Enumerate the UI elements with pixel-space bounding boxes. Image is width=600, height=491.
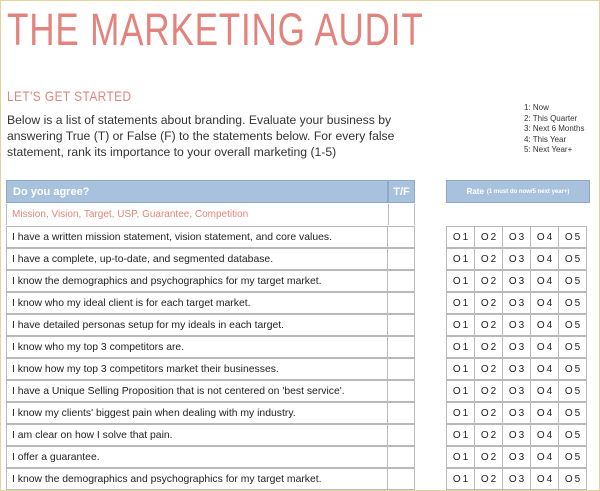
rating-option-4[interactable] xyxy=(530,336,559,358)
radio-circle-icon: O xyxy=(536,231,545,243)
table-row xyxy=(6,468,415,490)
rating-option-label: 1 xyxy=(462,385,469,397)
rating-option-label: 1 xyxy=(462,297,469,309)
rating-option-label: 3 xyxy=(518,231,525,243)
rating-option-3[interactable] xyxy=(502,248,531,270)
statement-text: I offer a guarantee. xyxy=(6,446,388,468)
rating-legend xyxy=(524,103,584,156)
radio-circle-icon: O xyxy=(508,231,517,243)
radio-circle-icon: O xyxy=(452,297,461,309)
radio-circle-icon: O xyxy=(536,275,545,287)
radio-circle-icon: O xyxy=(536,363,545,375)
rating-option-2[interactable] xyxy=(474,402,503,424)
rating-option-3[interactable] xyxy=(502,380,531,402)
rating-option-label: 5 xyxy=(574,341,581,353)
tf-answer-cell[interactable] xyxy=(388,402,415,424)
tf-answer-cell[interactable] xyxy=(388,336,415,358)
tf-answer-cell[interactable] xyxy=(388,248,415,270)
rating-option-1[interactable] xyxy=(446,468,475,490)
rating-option-label: 2 xyxy=(490,473,497,485)
radio-circle-icon: O xyxy=(508,363,517,375)
header-agree: Do you agree? xyxy=(6,180,388,203)
tf-answer-cell[interactable] xyxy=(388,226,415,248)
radio-circle-icon: O xyxy=(536,319,545,331)
rating-option-1[interactable] xyxy=(446,336,475,358)
tf-answer-cell[interactable] xyxy=(388,314,415,336)
radio-circle-icon: O xyxy=(452,319,461,331)
header-rate-note: (1 must do now/5 next year+) xyxy=(486,188,570,195)
table-row xyxy=(6,226,415,248)
radio-circle-icon: O xyxy=(480,253,489,265)
rating-option-label: 1 xyxy=(462,231,469,243)
radio-circle-icon: O xyxy=(536,407,545,419)
tf-answer-cell[interactable] xyxy=(388,446,415,468)
rating-option-label: 5 xyxy=(574,385,581,397)
rating-option-label: 3 xyxy=(518,385,525,397)
rating-option-label: 3 xyxy=(518,341,525,353)
rating-option-label: 2 xyxy=(490,407,497,419)
rating-option-label: 5 xyxy=(574,407,581,419)
rating-option-2[interactable] xyxy=(474,226,503,248)
rating-option-label: 3 xyxy=(518,407,525,419)
rating-option-3[interactable] xyxy=(502,292,531,314)
rating-option-4[interactable] xyxy=(530,358,559,380)
rating-option-5[interactable] xyxy=(558,424,587,446)
rating-option-label: 5 xyxy=(574,363,581,375)
rating-group xyxy=(446,292,590,314)
header-tf: T/F xyxy=(388,180,415,203)
radio-circle-icon: O xyxy=(536,473,545,485)
rating-option-5[interactable] xyxy=(558,248,587,270)
rating-option-4[interactable] xyxy=(530,314,559,336)
radio-circle-icon: O xyxy=(564,473,573,485)
radio-circle-icon: O xyxy=(536,429,545,441)
rating-option-3[interactable] xyxy=(502,226,531,248)
intro-paragraph: Below is a list of statements about branding. Evaluate your business by answering True (T) or False (F) to the statements below. For every false statement, rank its importance to your overall marketing (1-5) xyxy=(7,113,395,159)
radio-circle-icon: O xyxy=(564,253,573,265)
rating-option-5[interactable] xyxy=(558,446,587,468)
rating-option-label: 1 xyxy=(462,253,469,265)
table-row xyxy=(6,336,415,358)
legend-item: 3: Next 6 Months xyxy=(524,124,585,134)
rating-option-1[interactable] xyxy=(446,248,475,270)
radio-circle-icon: O xyxy=(508,429,517,441)
table-row xyxy=(6,358,415,380)
radio-circle-icon: O xyxy=(480,363,489,375)
rating-group xyxy=(446,336,590,358)
radio-circle-icon: O xyxy=(508,451,517,463)
rating-option-label: 4 xyxy=(546,363,553,375)
legend-item: 1: Now xyxy=(524,103,549,112)
statement-text: I know how my top 3 competitors market their businesses. xyxy=(6,358,388,380)
radio-circle-icon: O xyxy=(564,385,573,397)
statement-text: I know who my ideal client is for each target market. xyxy=(6,292,388,314)
rating-option-2[interactable] xyxy=(474,380,503,402)
rating-group xyxy=(446,424,590,446)
rating-option-label: 5 xyxy=(574,275,581,287)
rating-option-1[interactable] xyxy=(446,380,475,402)
statement-text: I know the demographics and psychographics for my target market. xyxy=(6,468,388,490)
rating-option-label: 3 xyxy=(518,451,525,463)
radio-circle-icon: O xyxy=(480,451,489,463)
rating-option-4[interactable] xyxy=(530,292,559,314)
rating-option-3[interactable] xyxy=(502,446,531,468)
radio-circle-icon: O xyxy=(564,341,573,353)
table-row xyxy=(6,248,415,270)
rating-option-label: 1 xyxy=(462,473,469,485)
rating-group xyxy=(446,226,590,248)
rating-option-label: 4 xyxy=(546,319,553,331)
rating-option-label: 5 xyxy=(574,253,581,265)
table-row xyxy=(6,380,415,402)
statement-text: I know the demographics and psychographics for my target market. xyxy=(6,270,388,292)
radio-circle-icon: O xyxy=(536,385,545,397)
rating-option-2[interactable] xyxy=(474,314,503,336)
radio-circle-icon: O xyxy=(480,429,489,441)
statement-text: I know who my top 3 competitors are. xyxy=(6,336,388,358)
rating-option-5[interactable] xyxy=(558,336,587,358)
rating-group xyxy=(446,270,590,292)
rating-option-2[interactable] xyxy=(474,292,503,314)
legend-item: 4: This Year xyxy=(524,134,567,144)
radio-circle-icon: O xyxy=(564,451,573,463)
radio-circle-icon: O xyxy=(452,429,461,441)
rating-option-label: 2 xyxy=(490,297,497,309)
rating-option-5[interactable] xyxy=(558,314,587,336)
rating-option-1[interactable] xyxy=(446,358,475,380)
radio-circle-icon: O xyxy=(452,231,461,243)
rating-group xyxy=(446,358,590,380)
rating-option-4[interactable] xyxy=(530,380,559,402)
statement-text: I know my clients' biggest pain when dealing with my industry. xyxy=(6,402,388,424)
radio-circle-icon: O xyxy=(536,253,545,265)
rating-option-label: 1 xyxy=(462,363,469,375)
radio-circle-icon: O xyxy=(564,429,573,441)
rating-option-3[interactable] xyxy=(502,358,531,380)
header-rate-label: Rate xyxy=(466,187,484,196)
rating-option-label: 2 xyxy=(490,341,497,353)
rating-option-label: 1 xyxy=(462,319,469,331)
rating-option-3[interactable] xyxy=(502,270,531,292)
rating-option-label: 5 xyxy=(574,451,581,463)
rating-option-label: 4 xyxy=(546,429,553,441)
rating-option-label: 2 xyxy=(490,275,497,287)
rating-option-4[interactable] xyxy=(530,248,559,270)
radio-circle-icon: O xyxy=(452,451,461,463)
rating-option-label: 1 xyxy=(462,341,469,353)
rating-group xyxy=(446,248,590,270)
rating-option-2[interactable] xyxy=(474,358,503,380)
radio-circle-icon: O xyxy=(508,319,517,331)
section-subtitle: LET'S GET STARTED xyxy=(7,88,132,104)
legend-item: 5: Next Year+ xyxy=(524,145,573,155)
rating-option-2[interactable] xyxy=(474,248,503,270)
rating-option-label: 3 xyxy=(518,473,525,485)
page-title: THE MARKETING AUDIT xyxy=(7,4,424,55)
rating-option-label: 2 xyxy=(490,253,497,265)
radio-circle-icon: O xyxy=(452,385,461,397)
header-rate xyxy=(446,180,590,203)
rating-option-2[interactable] xyxy=(474,270,503,292)
rating-option-2[interactable] xyxy=(474,336,503,358)
rating-option-label: 1 xyxy=(462,451,469,463)
radio-circle-icon: O xyxy=(452,363,461,375)
rating-option-label: 3 xyxy=(518,297,525,309)
rating-option-4[interactable] xyxy=(530,402,559,424)
tf-answer-cell[interactable] xyxy=(388,380,415,402)
rating-option-label: 4 xyxy=(546,231,553,243)
rating-option-5[interactable] xyxy=(558,402,587,424)
rating-option-4[interactable] xyxy=(530,468,559,490)
radio-circle-icon: O xyxy=(536,451,545,463)
radio-circle-icon: O xyxy=(536,297,545,309)
rating-group xyxy=(446,402,590,424)
rating-option-label: 5 xyxy=(574,297,581,309)
rating-option-3[interactable] xyxy=(502,468,531,490)
rating-option-label: 3 xyxy=(518,429,525,441)
table-row xyxy=(6,314,415,336)
radio-circle-icon: O xyxy=(452,473,461,485)
rating-option-label: 1 xyxy=(462,407,469,419)
rating-option-label: 5 xyxy=(574,231,581,243)
radio-circle-icon: O xyxy=(564,231,573,243)
table-row xyxy=(6,446,415,468)
rating-option-5[interactable] xyxy=(558,358,587,380)
table-row xyxy=(6,402,415,424)
rating-group xyxy=(446,468,590,490)
rating-option-label: 4 xyxy=(546,473,553,485)
radio-circle-icon: O xyxy=(564,363,573,375)
rating-option-label: 3 xyxy=(518,363,525,375)
rating-option-1[interactable] xyxy=(446,270,475,292)
radio-circle-icon: O xyxy=(452,407,461,419)
tf-answer-cell[interactable] xyxy=(388,292,415,314)
rating-option-label: 1 xyxy=(462,275,469,287)
rating-option-1[interactable] xyxy=(446,314,475,336)
tf-answer-cell[interactable] xyxy=(388,270,415,292)
rating-option-label: 2 xyxy=(490,231,497,243)
rating-option-label: 2 xyxy=(490,385,497,397)
rating-option-label: 3 xyxy=(518,275,525,287)
radio-circle-icon: O xyxy=(480,297,489,309)
radio-circle-icon: O xyxy=(452,275,461,287)
table-row xyxy=(6,424,415,446)
rating-option-1[interactable] xyxy=(446,226,475,248)
rating-option-label: 5 xyxy=(574,319,581,331)
radio-circle-icon: O xyxy=(480,407,489,419)
tf-answer-cell[interactable] xyxy=(388,468,415,490)
tf-answer-cell[interactable] xyxy=(388,424,415,446)
rating-group xyxy=(446,446,590,468)
rating-option-3[interactable] xyxy=(502,314,531,336)
rating-option-label: 2 xyxy=(490,429,497,441)
rating-option-label: 4 xyxy=(546,275,553,287)
rating-option-label: 2 xyxy=(490,363,497,375)
rating-option-label: 4 xyxy=(546,407,553,419)
rating-option-label: 4 xyxy=(546,385,553,397)
rating-option-5[interactable] xyxy=(558,380,587,402)
radio-circle-icon: O xyxy=(480,231,489,243)
rating-option-4[interactable] xyxy=(530,270,559,292)
rating-group xyxy=(446,380,590,402)
radio-circle-icon: O xyxy=(480,385,489,397)
statement-text: I have detailed personas setup for my ideals in each target. xyxy=(6,314,388,336)
rating-option-3[interactable] xyxy=(502,402,531,424)
rating-option-label: 4 xyxy=(546,297,553,309)
radio-circle-icon: O xyxy=(480,319,489,331)
tf-answer-cell[interactable] xyxy=(388,358,415,380)
rating-option-3[interactable] xyxy=(502,336,531,358)
rating-option-2[interactable] xyxy=(474,468,503,490)
rating-option-label: 4 xyxy=(546,451,553,463)
rating-option-label: 4 xyxy=(546,253,553,265)
radio-circle-icon: O xyxy=(480,275,489,287)
rating-option-label: 3 xyxy=(518,319,525,331)
rating-option-4[interactable] xyxy=(530,446,559,468)
rating-option-label: 5 xyxy=(574,429,581,441)
rating-option-4[interactable] xyxy=(530,226,559,248)
rating-option-label: 3 xyxy=(518,253,525,265)
section-label: Mission, Vision, Target, USP, Guarantee, Competition xyxy=(6,204,388,225)
radio-circle-icon: O xyxy=(480,473,489,485)
rating-option-1[interactable] xyxy=(446,424,475,446)
radio-circle-icon: O xyxy=(508,385,517,397)
table-row xyxy=(6,270,415,292)
rating-option-label: 1 xyxy=(462,429,469,441)
legend-item: 2: This Quarter xyxy=(524,113,578,123)
radio-circle-icon: O xyxy=(508,473,517,485)
radio-circle-icon: O xyxy=(508,297,517,309)
rating-option-label: 2 xyxy=(490,319,497,331)
rating-group xyxy=(446,314,590,336)
section-tf-cell xyxy=(388,204,415,225)
radio-circle-icon: O xyxy=(564,297,573,309)
rating-option-5[interactable] xyxy=(558,270,587,292)
rating-option-2[interactable] xyxy=(474,424,503,446)
rating-option-label: 5 xyxy=(574,473,581,485)
radio-circle-icon: O xyxy=(564,407,573,419)
radio-circle-icon: O xyxy=(508,275,517,287)
radio-circle-icon: O xyxy=(508,407,517,419)
rating-option-3[interactable] xyxy=(502,424,531,446)
rating-option-label: 4 xyxy=(546,341,553,353)
rating-option-5[interactable] xyxy=(558,226,587,248)
radio-circle-icon: O xyxy=(564,319,573,331)
rating-option-4[interactable] xyxy=(530,424,559,446)
rating-option-label: 2 xyxy=(490,451,497,463)
rating-option-1[interactable] xyxy=(446,402,475,424)
statement-text: I have a complete, up-to-date, and segmented database. xyxy=(6,248,388,270)
table-row xyxy=(6,292,415,314)
radio-circle-icon: O xyxy=(536,341,545,353)
radio-circle-icon: O xyxy=(452,341,461,353)
statement-text: I have a written mission statement, vision statement, and core values. xyxy=(6,226,388,248)
radio-circle-icon: O xyxy=(452,253,461,265)
radio-circle-icon: O xyxy=(508,341,517,353)
rating-option-1[interactable] xyxy=(446,292,475,314)
radio-circle-icon: O xyxy=(480,341,489,353)
rating-option-5[interactable] xyxy=(558,292,587,314)
rating-option-5[interactable] xyxy=(558,468,587,490)
radio-circle-icon: O xyxy=(508,253,517,265)
statement-text: I am clear on how I solve that pain. xyxy=(6,424,388,446)
statement-text: I have a Unique Selling Proposition that is not centered on 'best service'. xyxy=(6,380,388,402)
radio-circle-icon: O xyxy=(564,275,573,287)
rating-option-1[interactable] xyxy=(446,446,475,468)
rating-option-2[interactable] xyxy=(474,446,503,468)
